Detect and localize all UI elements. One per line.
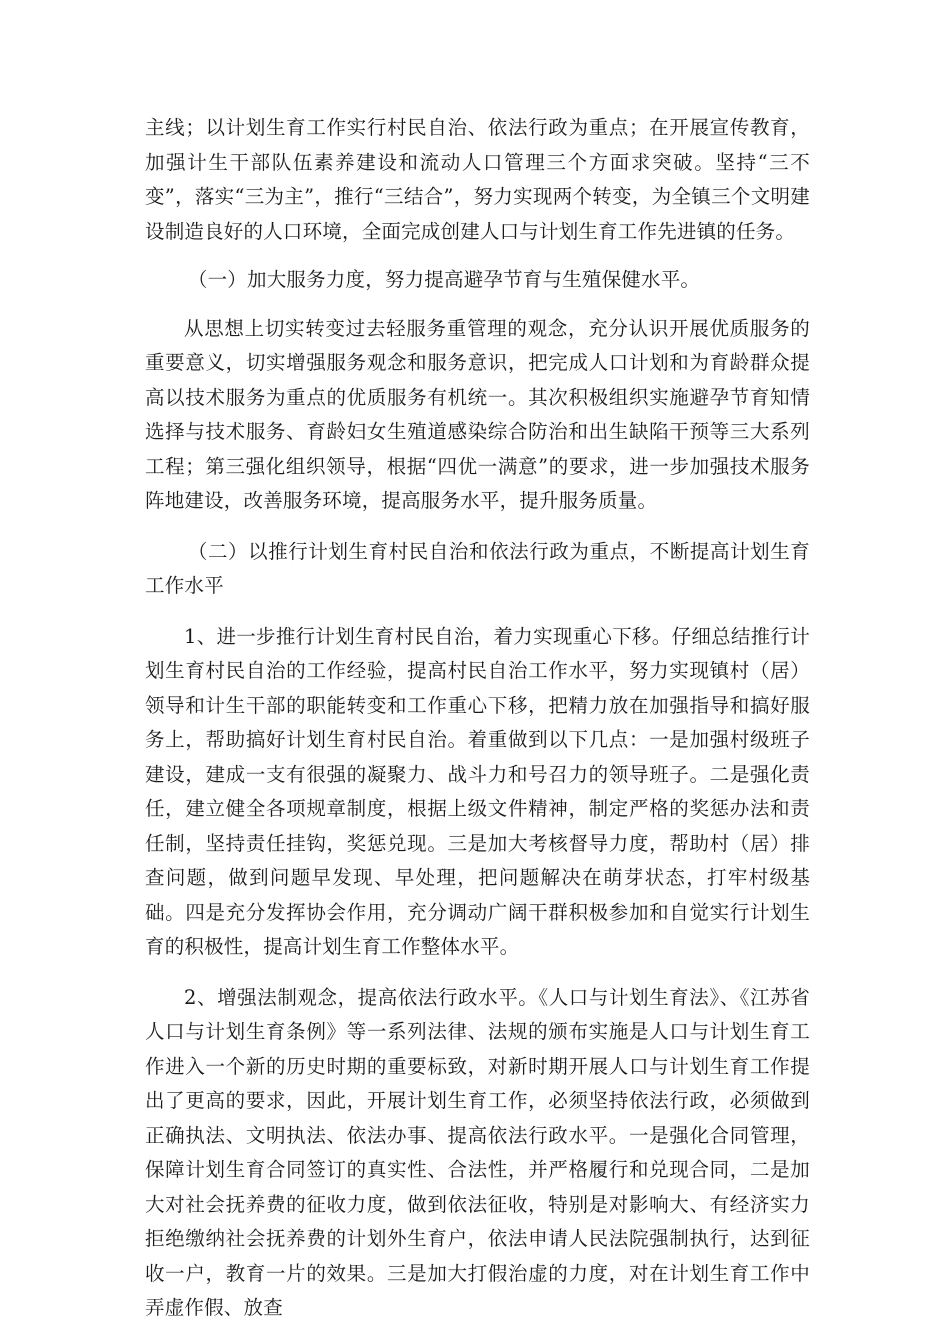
document-body [145, 111, 810, 1326]
paragraph-intro-continuation: 主线；以计划生育工作实行村民自治、依法行政为重点；在开展宣传教育，加强计生干部队伍素养建设和流动人口管理三个方面求突破。坚持“三不变”，落实“三为主”，推行“三结合”，努力实现两个转变，为全镇三个文明建设制造良好的人口环境，全面完成创建人口与计划生育工作先进镇的任务。 [145, 116, 810, 243]
paragraph-village-autonomy: 1、进一步推行计划生育村民自治，着力实现重心下移。仔细总结推行计划生育村民自治的工作经验，提高村民自治工作水平，努力实现镇村（居）领导和计生干部的职能转变和工作重心下移，把精力放在加强指导和搞好服务上，帮助搞好计划生育村民自治。着重做到以下几点：一是加强村级班子建设，建成一支有很强的凝聚力、战斗力和号召力的领导班子。二是强化责任，建立健全各项规章制度，根据上级文件精神，制定严格的奖惩办法和责任制，坚持责任挂钩，奖惩兑现。三是加大考核督导力度，帮助村（居）排查问题，做到问题早发现、早处理，把问题解决在萌芽状态，打牢村级基础。四是充分发挥协会作用，充分调动广阔干群积极参加和自觉实行计划生育的积极性，提高计划生育工作整体水平。 [145, 624, 810, 958]
paragraph-service: 从思想上切实转变过去轻服务重管理的观念，充分认识开展优质服务的重要意义，切实增强服务观念和服务意识，把完成人口计划和为育龄群众提高以技术服务为重点的优质服务有机统一。其次积极组织实施避孕节育知情选择与技术服务、育龄妇女生殖道感染综合防治和出生缺陷干预等三大系列工程；第三强化组织领导，根据“四优一满意”的要求，进一步加强技术服务阵地建设，改善服务环境，提高服务水平，提升服务质量。 [145, 316, 810, 512]
paragraph-legal-administration: 2、增强法制观念，提高依法行政水平。《人口与计划生育法》、《江苏省人口与计划生育条例》等一系列法律、法规的颁布实施是人口与计划生育工作进入一个新的历史时期的重要标致，对新时期开展人口与计划生育工作提出了更高的要求，因此，开展计划生育工作，必须坚持依法行政，必须做到正确执法、文明执法、依法办事、提高依法行政水平。一是强化合同管理，保障计划生育合同签订的真实性、合法性，并严格履行和兑现合同，二是加大对社会抚养费的征收力度，做到依法征收，特别是对影响大、有经济实力拒绝缴纳社会抚养费的计划外生育户，依法申请人民法院强制执行，达到征收一户，教育一片的效果。三是加大打假治虚的力度，对在计划生育工作中弄虚作假、放查 [145, 985, 810, 1319]
section-heading-1: （一）加大服务力度，努力提高避孕节育与生殖保健水平。 [187, 268, 701, 291]
section-heading-2: （二）以推行计划生育村民自治和依法行政为重点，不断提高计划生育工作水平 [145, 539, 810, 597]
